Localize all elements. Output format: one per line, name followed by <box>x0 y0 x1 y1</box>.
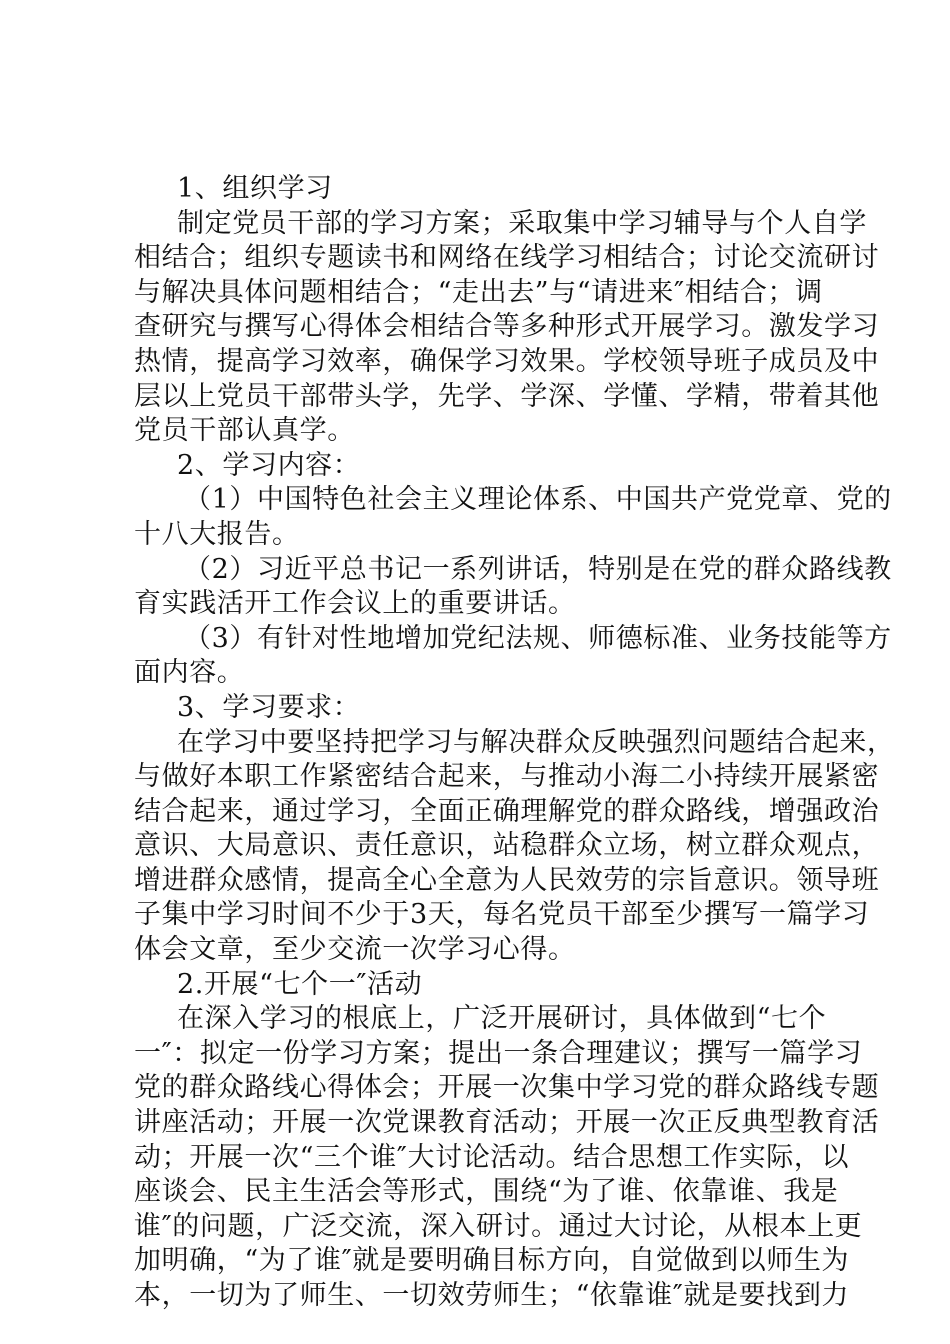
list-item-line: （2）习近平总书记一系列讲话，特别是在党的群众路线教 <box>184 553 892 585</box>
list-item-line: 育实践活开工作会议上的重要讲话。 <box>134 588 576 620</box>
paragraph-line: 讲座活动；开展一次党课教育活动；开展一次正反典型教育活 <box>134 1107 880 1139</box>
paragraph-line: 查研究与撰写心得体会相结合等多种形式开展学习。激发学习 <box>134 311 880 343</box>
section-heading-study-content: 2、学习内容： <box>177 449 361 481</box>
paragraph-line: 在深入学习的根底上，广泛开展研讨，具体做到“七个 <box>177 1003 827 1035</box>
paragraph-line: 动；开展一次“三个谁″大讨论活动。结合思想工作实际，以 <box>134 1141 850 1173</box>
paragraph-line: 热情，提高学习效率，确保学习效果。学校领导班子成员及中 <box>134 345 880 377</box>
section-heading-study-requirements: 3、学习要求： <box>177 691 361 723</box>
paragraph-line: 谁″的问题，广泛交流，深入研讨。通过大讨论，从根本上更 <box>134 1210 863 1242</box>
paragraph-line: 体会文章，至少交流一次学习心得。 <box>134 934 576 966</box>
paragraph-line: 子集中学习时间不少于3天，每名党员干部至少撰写一篇学习 <box>134 899 870 931</box>
paragraph-line: 加明确，“为了谁″就是要明确目标方向，自觉做到以师生为 <box>134 1245 850 1277</box>
list-item-line: 十八大报告。 <box>134 518 300 550</box>
list-item-line: （3）有针对性地增加党纪法规、师德标准、业务技能等方 <box>184 622 892 654</box>
paragraph-line: 相结合；组织专题读书和网络在线学习相结合；讨论交流研讨 <box>134 242 880 274</box>
section-heading-seven-ones: 2.开展“七个一″活动 <box>177 968 423 1000</box>
paragraph-line: 党员干部认真学。 <box>134 415 355 447</box>
paragraph-line: 增进群众感情，提高全心全意为人民效劳的宗旨意识。领导班 <box>134 864 880 896</box>
paragraph-line: 座谈会、民主生活会等形式，围绕“为了谁、依靠谁、我是 <box>134 1176 839 1208</box>
paragraph-line: 与做好本职工作紧密结合起来，与推动小海二小持续开展紧密 <box>134 761 880 793</box>
paragraph-line: 层以上党员干部带头学，先学、学深、学懂、学精，带着其他 <box>134 380 880 412</box>
section-heading-organize-study: 1、组织学习 <box>177 173 333 204</box>
paragraph-line: 在学习中要坚持把学习与解决群众反映强烈问题结合起来， <box>177 726 895 758</box>
paragraph-line: 制定党员干部的学习方案；采取集中学习辅导与个人自学 <box>177 207 867 239</box>
paragraph-line: 与解决具体问题相结合；“走出去”与“请进来″相结合；调 <box>134 276 823 308</box>
list-item-line: 面内容。 <box>134 657 245 689</box>
paragraph-line: 意识、大局意识、责任意识，站稳群众立场，树立群众观点， <box>134 830 880 862</box>
paragraph-line: 本，一切为了师生、一切效劳师生；“依靠谁″就是要找到力 <box>134 1280 850 1311</box>
paragraph-line: 结合起来，通过学习，全面正确理解党的群众路线，增强政治 <box>134 795 880 827</box>
paragraph-line: 党的群众路线心得体会；开展一次集中学习党的群众路线专题 <box>134 1072 880 1104</box>
list-item-line: （1）中国特色社会主义理论体系、中国共产党党章、党的 <box>184 484 892 516</box>
paragraph-line: 一″：拟定一份学习方案；提出一条合理建议；撰写一篇学习 <box>134 1037 863 1069</box>
document-body <box>134 172 895 1314</box>
